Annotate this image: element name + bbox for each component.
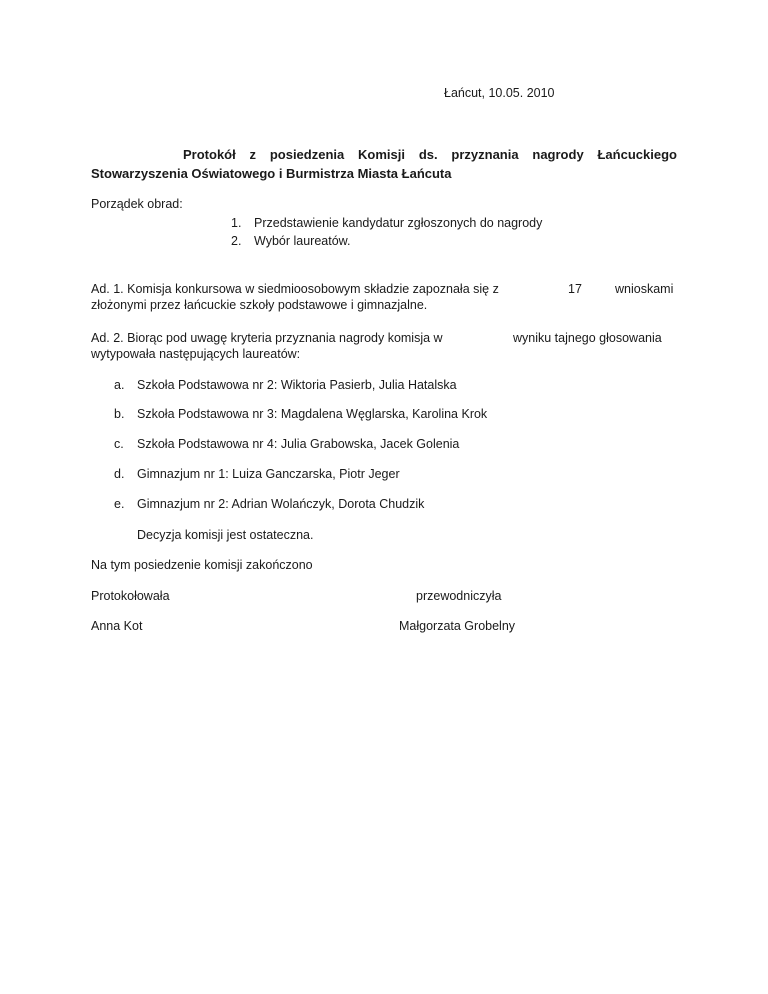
laureate-letter: e. xyxy=(114,497,125,511)
decision-note: Decyzja komisji jest ostateczna. xyxy=(137,528,314,542)
agenda-item-number: 2. xyxy=(231,234,242,248)
title-line-1 xyxy=(183,146,677,163)
title-word: Łańcuckiego xyxy=(597,147,677,162)
agenda-item-text: Przedstawienie kandydatur zgłoszonych do nagrody xyxy=(254,216,543,230)
title-word: Komisji xyxy=(358,147,406,162)
closing-statement: Na tym posiedzenie komisji zakończono xyxy=(91,558,313,572)
laureate-letter: b. xyxy=(114,407,125,421)
laureate-letter: c. xyxy=(114,437,124,451)
agenda-label: Porządek obrad: xyxy=(91,197,183,211)
title-word: z xyxy=(249,147,257,162)
title-line-2: Stowarzyszenia Oświatowego i Burmistrza Miasta Łańcuta xyxy=(91,166,452,181)
ad2-line-2: wytypowała następujących laureatów: xyxy=(91,347,301,361)
ad1-line-2: złożonymi przez łańcuckie szkoły podstawowe i gimnazjalne. xyxy=(91,298,428,312)
signature-left-name: Anna Kot xyxy=(91,619,143,633)
agenda-item-number: 1. xyxy=(231,216,242,230)
title-word: nagrody xyxy=(532,147,584,162)
laureate-entry: Szkoła Podstawowa nr 4: Julia Grabowska, Jacek Golenia xyxy=(137,437,460,451)
laureate-entry: Szkoła Podstawowa nr 3: Magdalena Węglarska, Karolina Krok xyxy=(137,407,488,421)
laureate-entry: Gimnazjum nr 2: Adrian Wolańczyk, Dorota Chudzik xyxy=(137,497,425,511)
laureate-letter: d. xyxy=(114,467,125,481)
ad1-count: 17 xyxy=(568,282,582,296)
laureate-entry: Szkoła Podstawowa nr 2: Wiktoria Pasierb, Julia Hatalska xyxy=(137,378,457,392)
ad2-line-1-end: wyniku tajnego głosowania xyxy=(513,331,662,345)
agenda-item-text: Wybór laureatów. xyxy=(254,234,351,248)
laureate-letter: a. xyxy=(114,378,125,392)
title-word: posiedzenia xyxy=(269,147,345,162)
ad1-line-1-end: wnioskami xyxy=(615,282,674,296)
title-word: ds. xyxy=(418,147,438,162)
ad1-line-1: Ad. 1. Komisja konkursowa w siedmioosobowym składzie zapoznała się z xyxy=(91,282,499,296)
ad2-line-1: Ad. 2. Biorąc pod uwagę kryteria przyznania nagrody komisja w xyxy=(91,331,443,345)
laureate-entry: Gimnazjum nr 1: Luiza Ganczarska, Piotr Jeger xyxy=(137,467,400,481)
signature-right-role: przewodniczyła xyxy=(416,589,502,603)
signature-right-name: Małgorzata Grobelny xyxy=(399,619,516,633)
title-word: Protokół xyxy=(183,147,236,162)
title-word: przyznania xyxy=(451,147,519,162)
signature-left-role: Protokołowała xyxy=(91,589,170,603)
place-date: Łańcut, 10.05. 2010 xyxy=(444,86,555,100)
